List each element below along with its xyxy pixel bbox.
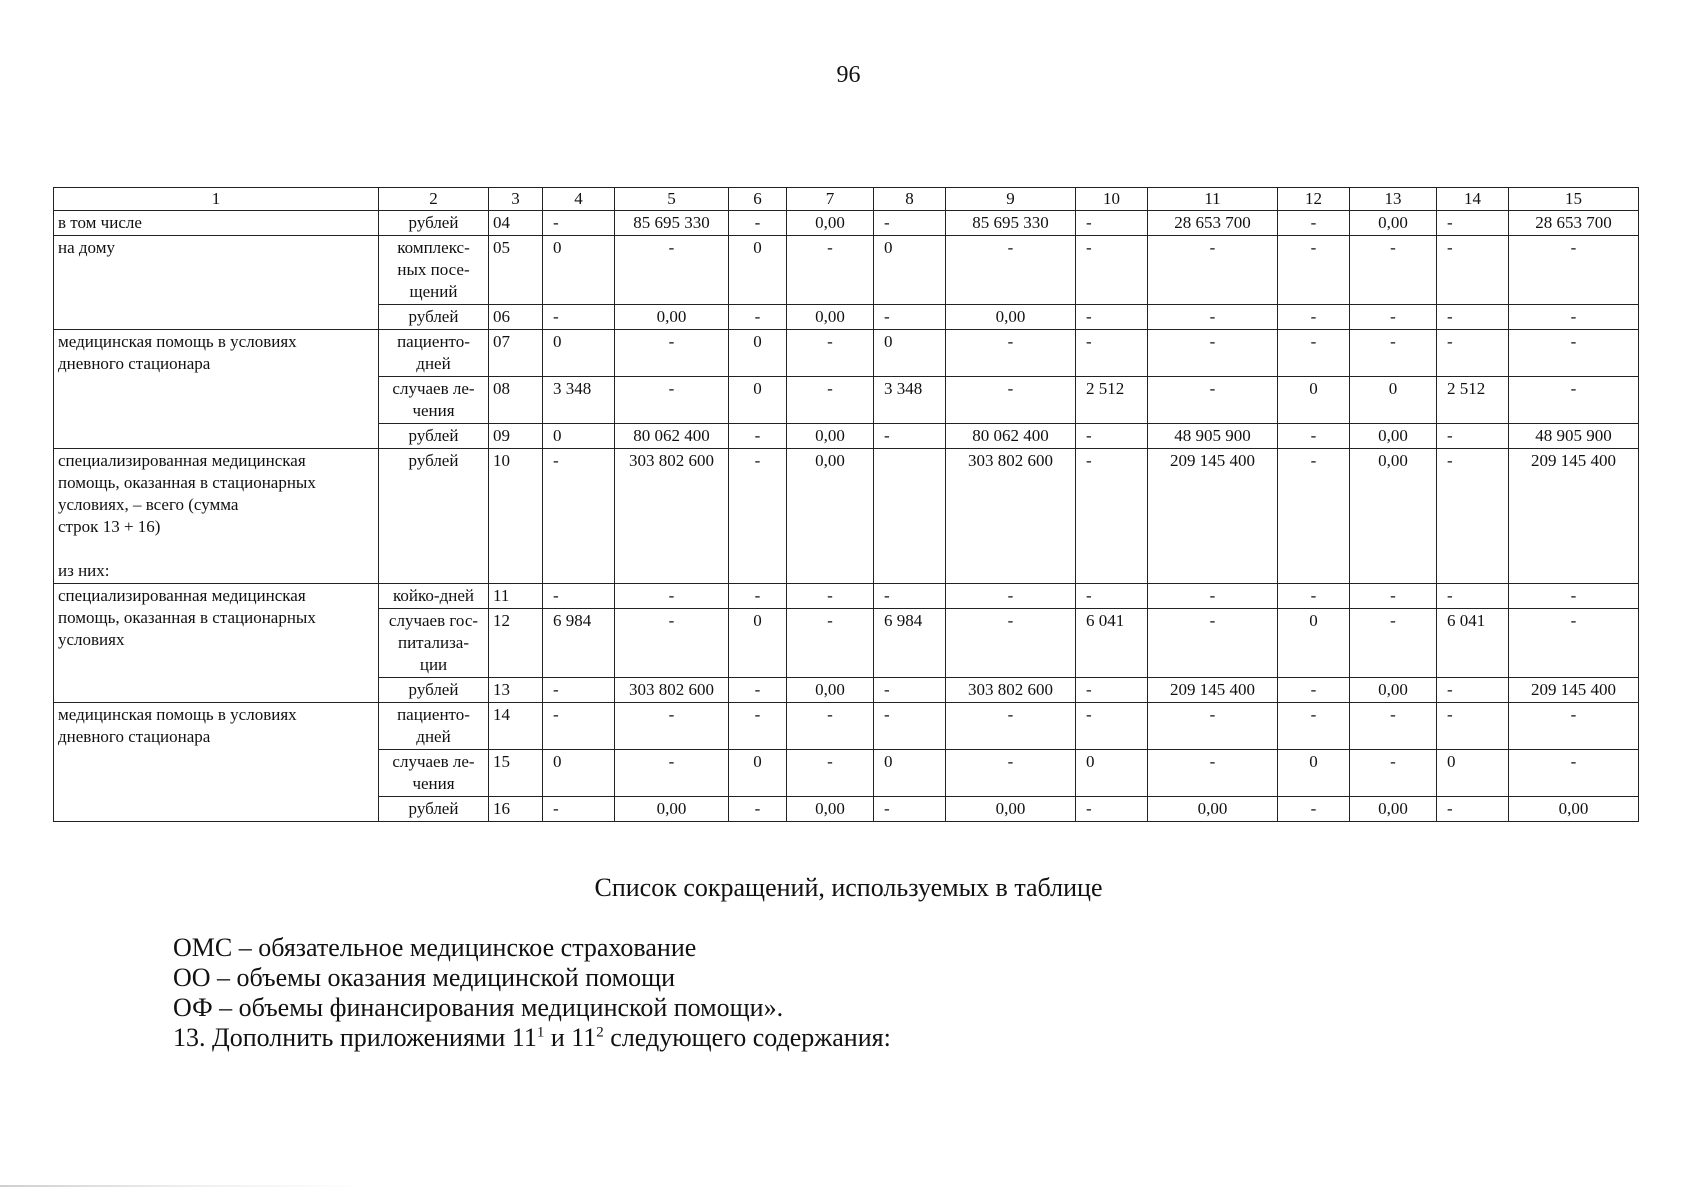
value-cell: - [1437, 211, 1509, 236]
value-cell: 85 695 330 [615, 211, 729, 236]
page-number: 96 [836, 62, 861, 88]
column-number-cell: 1 [54, 188, 379, 211]
value-cell: 209 145 400 [1148, 678, 1278, 703]
value-cell: - [946, 703, 1076, 750]
value-cell: - [1076, 797, 1148, 822]
row-code-cell: 15 [489, 750, 543, 797]
column-number-cell: 3 [489, 188, 543, 211]
unit-cell: рублей [379, 211, 489, 236]
indicator-name-cell: специализированная медицинская помощь, оказанная в стационарных условиях [54, 584, 379, 703]
value-cell: 0,00 [787, 678, 874, 703]
value-cell: 0,00 [787, 305, 874, 330]
value-cell: - [543, 703, 615, 750]
value-cell: - [543, 449, 615, 584]
value-cell: - [729, 678, 787, 703]
value-cell: - [1437, 584, 1509, 609]
row-code-cell: 08 [489, 377, 543, 424]
value-cell: - [1509, 584, 1639, 609]
scan-artifact [0, 1185, 370, 1187]
row-code-cell: 09 [489, 424, 543, 449]
value-cell: - [1437, 678, 1509, 703]
value-cell: - [1076, 236, 1148, 305]
column-number-cell: 13 [1350, 188, 1437, 211]
value-cell: 0 [874, 750, 946, 797]
value-cell: 0,00 [615, 305, 729, 330]
value-cell: - [729, 449, 787, 584]
column-number-cell: 11 [1148, 188, 1278, 211]
value-cell: - [946, 584, 1076, 609]
value-cell: - [1278, 678, 1350, 703]
value-cell: 0,00 [1350, 424, 1437, 449]
value-cell: - [615, 330, 729, 377]
value-cell: 6 041 [1437, 609, 1509, 678]
unit-cell: пациенто- дней [379, 330, 489, 377]
value-cell: 6 041 [1076, 609, 1148, 678]
value-cell: 80 062 400 [615, 424, 729, 449]
unit-cell: случаев ле- чения [379, 377, 489, 424]
value-cell: - [543, 211, 615, 236]
column-number-cell: 14 [1437, 188, 1509, 211]
value-cell: 0,00 [1350, 678, 1437, 703]
value-cell: 0 [543, 330, 615, 377]
value-cell: 6 984 [874, 609, 946, 678]
value-cell: 0 [729, 377, 787, 424]
unit-cell: случаев ле- чения [379, 750, 489, 797]
value-cell: - [1076, 678, 1148, 703]
value-cell: 0,00 [1350, 211, 1437, 236]
table-row [54, 584, 1639, 609]
value-cell: - [1509, 609, 1639, 678]
unit-cell: пациенто- дней [379, 703, 489, 750]
value-cell: - [946, 330, 1076, 377]
value-cell: 6 984 [543, 609, 615, 678]
value-cell: - [1350, 609, 1437, 678]
value-cell: - [1437, 305, 1509, 330]
value-cell: - [1076, 703, 1148, 750]
unit-cell: рублей [379, 424, 489, 449]
value-cell: 0 [543, 750, 615, 797]
value-cell: - [946, 750, 1076, 797]
value-cell: 0,00 [787, 449, 874, 584]
column-number-cell: 15 [1509, 188, 1639, 211]
value-cell: - [1278, 703, 1350, 750]
value-cell: 3 348 [543, 377, 615, 424]
value-cell: - [615, 703, 729, 750]
value-cell: - [615, 377, 729, 424]
value-cell: - [543, 584, 615, 609]
value-cell: - [729, 703, 787, 750]
value-cell: 0 [729, 750, 787, 797]
column-number-cell: 10 [1076, 188, 1148, 211]
value-cell: - [1509, 377, 1639, 424]
value-cell: 209 145 400 [1509, 678, 1639, 703]
value-cell: 303 802 600 [946, 449, 1076, 584]
row-code-cell: 12 [489, 609, 543, 678]
row-code-cell: 13 [489, 678, 543, 703]
value-cell: - [1148, 703, 1278, 750]
indicator-name-cell: медицинская помощь в условиях дневного стационара [54, 330, 379, 449]
abbreviations-title: Список сокращений, используемых в таблице [594, 873, 1103, 902]
value-cell: - [1148, 305, 1278, 330]
value-cell: 0 [729, 330, 787, 377]
table-row [54, 330, 1639, 377]
value-cell: - [874, 678, 946, 703]
value-cell: - [729, 797, 787, 822]
value-cell: - [1509, 330, 1639, 377]
addendum-superscript-1: 1 [536, 1024, 545, 1041]
value-cell: - [1509, 305, 1639, 330]
value-cell: - [1278, 236, 1350, 305]
value-cell: 48 905 900 [1148, 424, 1278, 449]
row-code-cell: 14 [489, 703, 543, 750]
value-cell: - [1350, 703, 1437, 750]
value-cell: - [1076, 584, 1148, 609]
value-cell: 48 905 900 [1509, 424, 1639, 449]
value-cell: 85 695 330 [946, 211, 1076, 236]
value-cell: - [615, 750, 729, 797]
addendum-middle: и 11 [544, 1023, 597, 1052]
value-cell: 0 [874, 330, 946, 377]
value-cell: - [543, 678, 615, 703]
unit-cell: случаев гос- питализа- ции [379, 609, 489, 678]
value-cell: 0 [1350, 377, 1437, 424]
value-cell: - [1350, 330, 1437, 377]
value-cell [874, 449, 946, 584]
value-cell: - [1509, 750, 1639, 797]
row-code-cell: 04 [489, 211, 543, 236]
value-cell: - [1076, 330, 1148, 377]
value-cell: - [787, 236, 874, 305]
row-code-cell: 16 [489, 797, 543, 822]
value-cell: 0,00 [946, 797, 1076, 822]
value-cell: - [787, 703, 874, 750]
value-cell: - [1509, 703, 1639, 750]
value-cell: 0,00 [787, 211, 874, 236]
row-code-cell: 06 [489, 305, 543, 330]
value-cell: 0 [729, 609, 787, 678]
value-cell: - [1350, 236, 1437, 305]
value-cell: - [874, 305, 946, 330]
value-cell: - [1076, 449, 1148, 584]
value-cell: - [729, 424, 787, 449]
value-cell: 28 653 700 [1148, 211, 1278, 236]
value-cell: - [1437, 797, 1509, 822]
addendum-prefix: 13. Дополнить приложениями 11 [173, 1023, 537, 1052]
abbreviation-line: ОМС – обязательное медицинское страхование [173, 933, 697, 962]
value-cell: - [1148, 609, 1278, 678]
value-cell: 0,00 [615, 797, 729, 822]
column-number-cell: 12 [1278, 188, 1350, 211]
value-cell: - [729, 305, 787, 330]
value-cell: 0 [1437, 750, 1509, 797]
value-cell: - [1509, 236, 1639, 305]
column-number-cell: 4 [543, 188, 615, 211]
value-cell: 0 [874, 236, 946, 305]
report-table [53, 187, 1639, 822]
value-cell: 0,00 [946, 305, 1076, 330]
value-cell: - [1278, 305, 1350, 330]
value-cell: 0,00 [787, 797, 874, 822]
value-cell: 0 [729, 236, 787, 305]
value-cell: - [1148, 584, 1278, 609]
value-cell: - [874, 797, 946, 822]
value-cell: 28 653 700 [1509, 211, 1639, 236]
row-code-cell: 05 [489, 236, 543, 305]
value-cell: - [1076, 211, 1148, 236]
value-cell: - [946, 609, 1076, 678]
column-number-cell: 9 [946, 188, 1076, 211]
value-cell: - [1437, 424, 1509, 449]
unit-cell: рублей [379, 305, 489, 330]
value-cell: 0 [1076, 750, 1148, 797]
value-cell: - [1437, 330, 1509, 377]
indicator-name-cell: специализированная медицинская помощь, оказанная в стационарных условиях, – всего (сумма строк 13 + 16) из них: [54, 449, 379, 584]
abbreviations-list [173, 933, 891, 1053]
value-cell: - [615, 584, 729, 609]
value-cell: - [729, 211, 787, 236]
value-cell: 0,00 [1350, 449, 1437, 584]
unit-cell: комплекс- ных посе- щений [379, 236, 489, 305]
value-cell: - [874, 424, 946, 449]
value-cell: 0,00 [1148, 797, 1278, 822]
value-cell: - [1437, 236, 1509, 305]
value-cell: 0 [1278, 750, 1350, 797]
value-cell: - [615, 609, 729, 678]
report-table-container [53, 187, 1638, 822]
unit-cell: рублей [379, 449, 489, 584]
value-cell: - [1148, 750, 1278, 797]
value-cell: 0 [1278, 609, 1350, 678]
column-number-cell: 7 [787, 188, 874, 211]
value-cell: 209 145 400 [1509, 449, 1639, 584]
value-cell: - [1350, 305, 1437, 330]
value-cell: - [1437, 449, 1509, 584]
unit-cell: рублей [379, 678, 489, 703]
value-cell: - [1076, 305, 1148, 330]
value-cell: 2 512 [1437, 377, 1509, 424]
table-row [54, 703, 1639, 750]
value-cell: - [1350, 750, 1437, 797]
table-row [54, 449, 1639, 584]
value-cell: 0 [543, 424, 615, 449]
indicator-name-cell: медицинская помощь в условиях дневного стационара [54, 703, 379, 822]
column-number-cell: 2 [379, 188, 489, 211]
value-cell: - [1350, 584, 1437, 609]
unit-cell: рублей [379, 797, 489, 822]
table-row [54, 236, 1639, 305]
value-cell: 0,00 [1350, 797, 1437, 822]
indicator-name-cell: на дому [54, 236, 379, 330]
column-number-cell: 6 [729, 188, 787, 211]
value-cell: - [874, 584, 946, 609]
value-cell: - [787, 377, 874, 424]
value-cell: - [1278, 797, 1350, 822]
unit-cell: койко-дней [379, 584, 489, 609]
value-cell: 303 802 600 [615, 449, 729, 584]
value-cell: - [1148, 377, 1278, 424]
value-cell: 3 348 [874, 377, 946, 424]
row-code-cell: 10 [489, 449, 543, 584]
value-cell: - [615, 236, 729, 305]
column-number-cell: 5 [615, 188, 729, 211]
value-cell: - [1278, 330, 1350, 377]
value-cell: - [946, 236, 1076, 305]
value-cell: - [543, 305, 615, 330]
value-cell: - [1278, 211, 1350, 236]
addendum-suffix: следующего содержания: [603, 1023, 891, 1052]
value-cell: 2 512 [1076, 377, 1148, 424]
value-cell: - [787, 750, 874, 797]
indicator-name-cell: в том числе [54, 211, 379, 236]
value-cell: - [874, 703, 946, 750]
table-header-row [54, 188, 1639, 211]
abbreviation-line: ОО – объемы оказания медицинской помощи [173, 963, 676, 992]
value-cell: - [1148, 236, 1278, 305]
value-cell: - [1278, 449, 1350, 584]
value-cell: 0 [543, 236, 615, 305]
value-cell: - [729, 584, 787, 609]
value-cell: - [543, 797, 615, 822]
value-cell: 0 [1278, 377, 1350, 424]
value-cell: - [1437, 703, 1509, 750]
value-cell: 303 802 600 [615, 678, 729, 703]
value-cell: 303 802 600 [946, 678, 1076, 703]
column-number-cell: 8 [874, 188, 946, 211]
addendum-superscript-2: 2 [596, 1024, 604, 1041]
value-cell: - [1278, 584, 1350, 609]
value-cell: - [946, 377, 1076, 424]
addendum-line [173, 1023, 891, 1053]
value-cell: - [787, 609, 874, 678]
value-cell: - [874, 211, 946, 236]
value-cell: - [1076, 424, 1148, 449]
table-row [54, 211, 1639, 236]
row-code-cell: 11 [489, 584, 543, 609]
value-cell: 209 145 400 [1148, 449, 1278, 584]
value-cell: 0,00 [787, 424, 874, 449]
value-cell: - [1278, 424, 1350, 449]
row-code-cell: 07 [489, 330, 543, 377]
value-cell: - [787, 330, 874, 377]
value-cell: - [787, 584, 874, 609]
value-cell: - [1148, 330, 1278, 377]
abbreviation-line: ОФ – объемы финансирования медицинской помощи». [173, 993, 784, 1022]
value-cell: 0,00 [1509, 797, 1639, 822]
table-body [54, 188, 1639, 822]
value-cell: 80 062 400 [946, 424, 1076, 449]
